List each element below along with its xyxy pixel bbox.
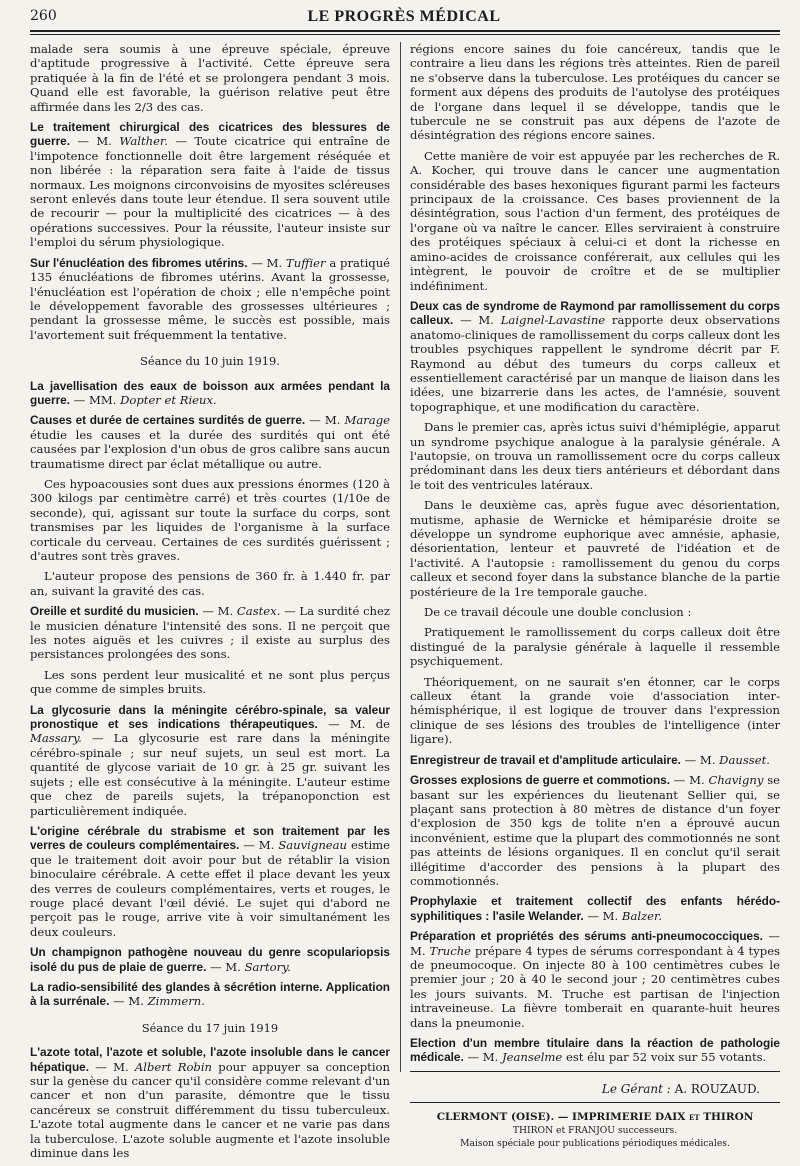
signature-rule [410,1071,780,1072]
running-title: LE PROGRÈS MÉDICAL [307,8,501,25]
article-title: Election d'un membre titulaire dans la réaction de pathologie médicale. [410,1036,780,1065]
article-serums [410,929,780,1030]
right-column [410,42,780,1150]
author-prefix: — M. [467,1050,499,1065]
article-author: Balzer. [621,908,662,923]
article-body: — La glycosurie est rare dans la méningite cérébro-spinale ; sur neuf sujets, un seul est mort. La quantité de glycose variait de 10 gr. à 25 gr. suivant les sujets ; elle est consécutive à la méningite. L'auteur estime que chez de pareils sujets, la trépanoponction est particulièrement indiquée. [30,731,391,818]
article-author: Tuffier [286,255,326,270]
article-surdites [30,413,390,598]
article-election [410,1036,780,1065]
article-fibromes [30,256,390,342]
article-title: Prophylaxie et traitement collectif des enfants hérédo-syphilitiques : l'asile Welander. [410,894,780,923]
left-intro: malade sera soumis à une épreuve spéciale, épreuve d'aptitude progressive à l'activité. Cette épreuve sera pratiquée à la fin de l'été et se prolongera pendant 3 mois. Quand elle est favorable, la guérison relative peut être affirmée dans les 2/3 des cas. [30,42,390,114]
author-prefix: — MM. [73,392,117,407]
article-title: Causes et durée de certaines surdités de guerre. [30,413,306,428]
author-prefix: — M. [309,413,341,428]
article-cicatrices [30,120,390,250]
article-title: Grosses explosions de guerre et commotions. [410,773,671,788]
article-explosions [410,773,780,888]
article-glycosurie [30,703,390,818]
article-title: La radio-sensibilité des glandes à sécrétion interne. Application à la surrénale. [30,979,390,1009]
seance-heading: Séance du 10 juin 1919. [140,354,280,369]
article-title: Un champignon pathogène nouveau du genre scopulariopsis isolé du pus de plaie de guerre. [30,945,390,974]
author-prefix: — M. de [328,717,391,732]
article-title: La javellisation des eaux de boisson aux armées pendant la guerre. [30,378,390,407]
article-javellisation [30,379,390,408]
signature [410,1082,780,1096]
article-oreille [30,604,390,696]
article-author: Laignel-Lavastine [500,313,606,328]
article-author: Marage [344,413,391,428]
article-author: Chavigny [708,773,764,788]
article-title: Sur l'énucléation des fibromes utérins. [30,255,248,270]
author-prefix: — M. [77,134,112,149]
article-azote [30,1045,390,1160]
article-title: La glycosurie dans la méningite cérébro-spinale, sa valeur pronostique et ses indications thérapeutiques. [30,702,390,732]
author-prefix: — M. [243,838,275,853]
right-intro: régions encore saines du foie cancéreux, tandis que le contraire a lieu dans les régions très atteintes. Rien de pareil ne s'observe dans la tuberculose. Les protéiques du cancer se forment aux dépens des produits de l'autolyse des protéiques de l'organe dans lequel il se développe, tandis que le tubercule ne se construit pas aux dépens de l'azote de désintégration des régions encore saines. [410,42,780,143]
article-title: Oreille et surdité du musicien. [30,604,199,619]
article-enregistreur [410,753,780,767]
article-body: — La surdité chez le musicien dénature l'intensité des sons. Il ne perçoit que les notes aiguës et les cuivres ; il existe au surplus des persistances prolongées des sons. [30,604,390,662]
article-title: Deux cas de syndrome de Raymond par ramollissement du corps calleux. [410,298,780,328]
article-author: Massary. [30,731,82,746]
imprint-successors: THIRON et FRANJOU successeurs. [512,1125,678,1137]
article-raymond [410,299,780,747]
article-prophylaxie [410,894,780,923]
author-prefix: — M. [410,929,780,958]
article-paragraph: Ces hypoacousies sont dues aux pressions énormes (120 à 300 kilogs par centimètre carré) et très courtes (1/10e de seconde), qui, agissant sur toute la surface du corps, sont transmises par les liquides de l'organisme à la surface corticale du cerveau. Certaines de ces surdités guérissent ; d'autres sont très graves. [30,476,390,563]
article-paragraph: De ce travail découle une double conclusion : [424,605,692,620]
article-paragraph: Pratiquement le ramollissement du corps calleux doit être distingué de la paralysie générale à laquelle il ressemble psychiquement. [410,625,780,669]
imprint-printer: CLERMONT (OISE). — IMPRIMERIE DAIX et THIRON [436,1111,754,1124]
article-paragraph: Dans le premier cas, après ictus suivi d'hémiplégie, apparut un syndrome psychique analogue à la paralysie générale. A l'autopsie, on trouva un ramollissement ocre du corps calleux prédominant dans les deux tiers antérieurs et débordant dans le toit des ventricules latéraux. [410,420,780,492]
article-author: Dausset. [719,752,770,767]
article-body: pour appuyer sa conception sur la genèse du cancer qu'il considère comme relevant d'un cancer et non d'un parasite, démontre que le tissu cancéreux se construit différemment du tissu tuberculeux. L'azote total augmente dans le cancer et ne varie pas dans la tuberculose. L'azote soluble augmente et l'azote insoluble diminue dans les [30,1059,390,1161]
article-body: prépare 4 types de sérums correspondant à 4 types de pneumocoque. On injecte 80 à 100 centimètres cubes le premier jour ; 20 à 40 le second jour ; 20 centimètres cubes les jours suivants. M. Truche est partisan de l'injection intraveineuse. La fièvre tomberait en quarante-huit heures dans la pneumonie. [410,943,780,1030]
author-prefix: — M. [460,313,494,328]
header-rule [30,30,780,35]
article-title: L'azote total, l'azote et soluble, l'azote insoluble dans le cancer hépatique. [30,1045,390,1074]
article-strabisme [30,824,390,939]
article-author: Sartory. [244,959,291,974]
author-prefix: — M. [684,752,716,767]
article-paragraph: Les sons perdent leur musicalité et ne sont plus perçus que comme de simples bruits. [30,667,390,697]
author-prefix: — M. [202,604,234,619]
author-prefix: — M. [587,908,619,923]
author-prefix: — M. [95,1059,129,1074]
left-column [30,42,390,1166]
article-author: Dopter et Rieux. [120,392,217,407]
author-prefix: — M. [210,959,241,974]
article-author: Albert Robin [134,1059,213,1074]
article-champignon [30,945,390,974]
article-author: Truche [429,943,472,958]
article-paragraph: Dans le deuxième cas, après fugue avec désorientation, mutisme, aphasie de Wernicke et hémiparésie droite se développe un syndrome euphorique avec amnésie, aphasie, désorientation, lenteur et pauvreté de l'idéation et de l'activité. A l'autopsie : ramollissement du genou du corps calleux et second foyer dans la substance blanche de la partie postérieure de la 1re temporale gauche. [410,498,780,599]
article-body: se basant sur les expériences du lieutenant Sellier qui, se plaçant sans protection à 80 mètres de distance d'un foyer d'explosion de 350 kgs de tolite n'en a éprouvé aucun inconvénient, estime que la plupart des commotionnés ne sont pas atteints de lésions organiques. Il en conclut qu'il serait illégitime d'accorder des pensions à la plupart des commotionnés. [410,773,780,888]
article-author: Jeanselme [502,1050,563,1065]
page-number: 260 [30,8,57,24]
article-author: Zimmern. [147,994,205,1009]
article-title: Le traitement chirurgical des cicatrices des blessures de guerre. [30,120,390,149]
imprint-specialty: Maison spéciale pour publications périodiques médicales. [460,1138,730,1150]
article-body: est élu par 52 voix sur 55 votants. [565,1050,767,1065]
seance-heading: Séance du 17 juin 1919 [141,1020,279,1035]
author-prefix: — M. [113,994,144,1009]
article-radio-sensibilite [30,980,390,1009]
page-header [30,6,778,30]
article-paragraph: L'auteur propose des pensions de 360 fr. à 1.440 fr. par an, suivant la gravité des cas. [30,569,390,598]
article-author: Castex. [236,604,281,619]
article-body: rapporte deux observations anatomo-cliniques de ramollissement du corps calleux dont les troubles psychiques rappellent le syndrome décrit par F. Raymond au début des tumeurs du corps calleux et essentiellement caractérisé par un manque de liaison dans les idées, une bizarrerie dans les actes, de l'amnésie, souvent topographique, et une modification du caractère. [410,313,781,414]
imprint-rule [410,1102,780,1103]
article-title: Enregistreur de travail et d'amplitude articulaire. [410,752,681,767]
article-body: étudie les causes et la durée des surdités qui ont été causées par l'explosion d'un obus de gros calibre sans aucun traumatisme direct par éclat métallique ou autre. [30,427,390,471]
article-author: Sauvigneau [278,838,348,853]
article-paragraph: Théoriquement, on ne saurait s'en étonner, car le corps calleux étant la grande voie d'association inter-hémisphérique, il est logique de trouver dans l'expression clinique de ses lésions des troubles de l'intelligence (inter ligare). [410,674,780,747]
signature-label: Le Gérant : [601,1081,671,1096]
imprint [410,1111,780,1150]
right-intro-paragraph: Cette manière de voir est appuyée par les recherches de R. A. Kocher, qui trouve dans le cancer une augmentation considérable des bases hexoniques figurant parmi les facteurs principaux de la croissance. Ces bases proviennent de la désintégration, sous l'action d'un ferment, des protéiques de l'organe où va naître le cancer. Elles serviraient à construire des protéiques spéciaux à celui-ci et dont la richesse en amino-acides de croissance conférerait, aux cellules qui les intègrent, le pouvoir de croître et de se multiplier indéfiniment. [410,148,780,293]
article-body: a pratiqué 135 énucléations de fibromes utérins. Avant la grossesse, l'énucléation est l'opération de choix ; elle n'empêche point le développement favorable des grossesses ultérieures ; pendant la grossesse même, le succès est possible, mais l'avortement suit fréquemment la tentative. [30,255,391,342]
article-body: — Toute cicatrice qui entraîne de l'impotence fonctionnelle doit être largement réséquée et non libérée : la réparation sera faite à l'aide de tissus normaux. Les moignons circonvoisins de myosites scléreuses seront enlevés dans toute leur étendue. Il sera souvent utile de recourir — pour la multiplicité des cicatrices — à des opérations successives. Pour la réussite, l'auteur insiste sur l'emploi du sérum physiologique. [30,134,391,250]
article-title: L'origine cérébrale du strabisme et son traitement par les verres de couleurs complémentaires. [30,823,390,853]
signature-name: A. ROUZAUD. [674,1081,760,1096]
column-divider [400,42,401,1072]
article-author: Walther. [119,134,168,149]
author-prefix: — M. [251,255,283,270]
article-title: Préparation et propriétés des sérums anti-pneumococciques. [410,929,763,944]
author-prefix: — M. [673,773,705,788]
article-body: estime que le traitement doit avoir pour but de rétablir la vision binoculaire cérébrale. A cette effet il place devant les yeux des verres de couleurs complémentaires, verts et rouges, le rouge placé devant l'œil dévié. Le sujet qui d'abord ne perçoit pas le rouge, arrive vite à voir simultanément les deux couleurs. [30,838,391,939]
